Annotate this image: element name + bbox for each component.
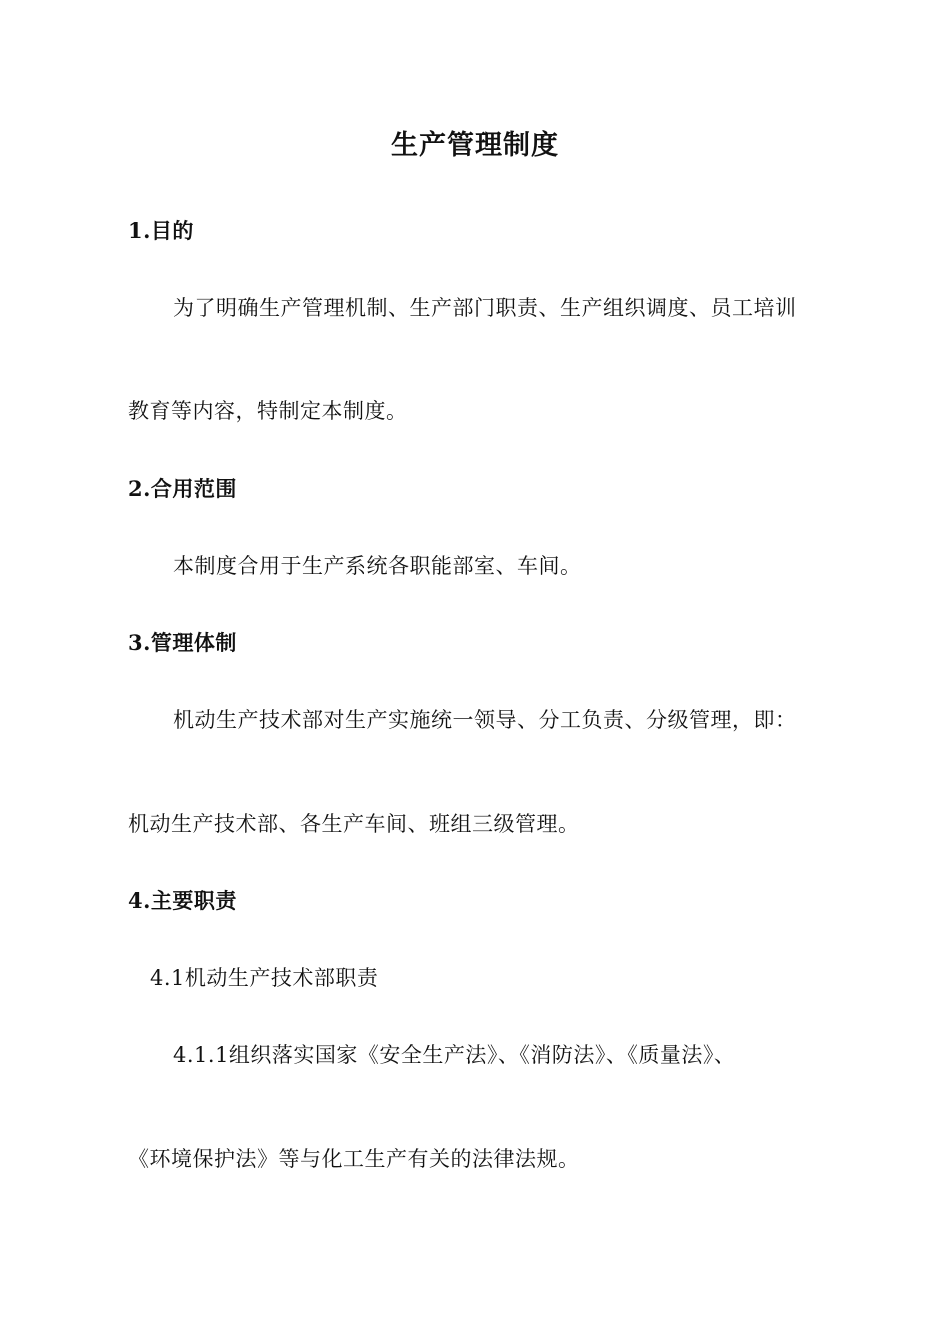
- subsection-heading-4-1: 4.1机动生产技术部职责: [150, 966, 379, 990]
- item-4-1-1-line-2: 《环境保护法》等与化工生产有关的法律法规。: [128, 1147, 580, 1171]
- document-title: 生产管理制度: [391, 130, 559, 161]
- management-paragraph-line-2: 机动生产技术部、各生产车间、班组三级管理。: [128, 812, 580, 836]
- section-heading-responsibilities: 4.主要职责: [128, 888, 237, 913]
- item-4-1-1-line-1: 4.1.1组织落实国家《安全生产法》、《消防法》、《质量法》、: [173, 1043, 736, 1067]
- purpose-paragraph-line-1: 为了明确生产管理机制、生产部门职责、生产组织调度、员工培训: [173, 296, 797, 320]
- purpose-paragraph-line-2: 教育等内容，特制定本制度。: [128, 399, 408, 423]
- section-heading-scope: 2.合用范围: [128, 476, 237, 501]
- section-heading-purpose: 1.目的: [128, 218, 194, 243]
- section-heading-management-system: 3.管理体制: [128, 630, 237, 655]
- scope-paragraph: 本制度合用于生产系统各职能部室、车间。: [173, 554, 582, 578]
- management-paragraph-line-1: 机动生产技术部对生产实施统一领导、分工负责、分级管理，即：: [173, 708, 797, 732]
